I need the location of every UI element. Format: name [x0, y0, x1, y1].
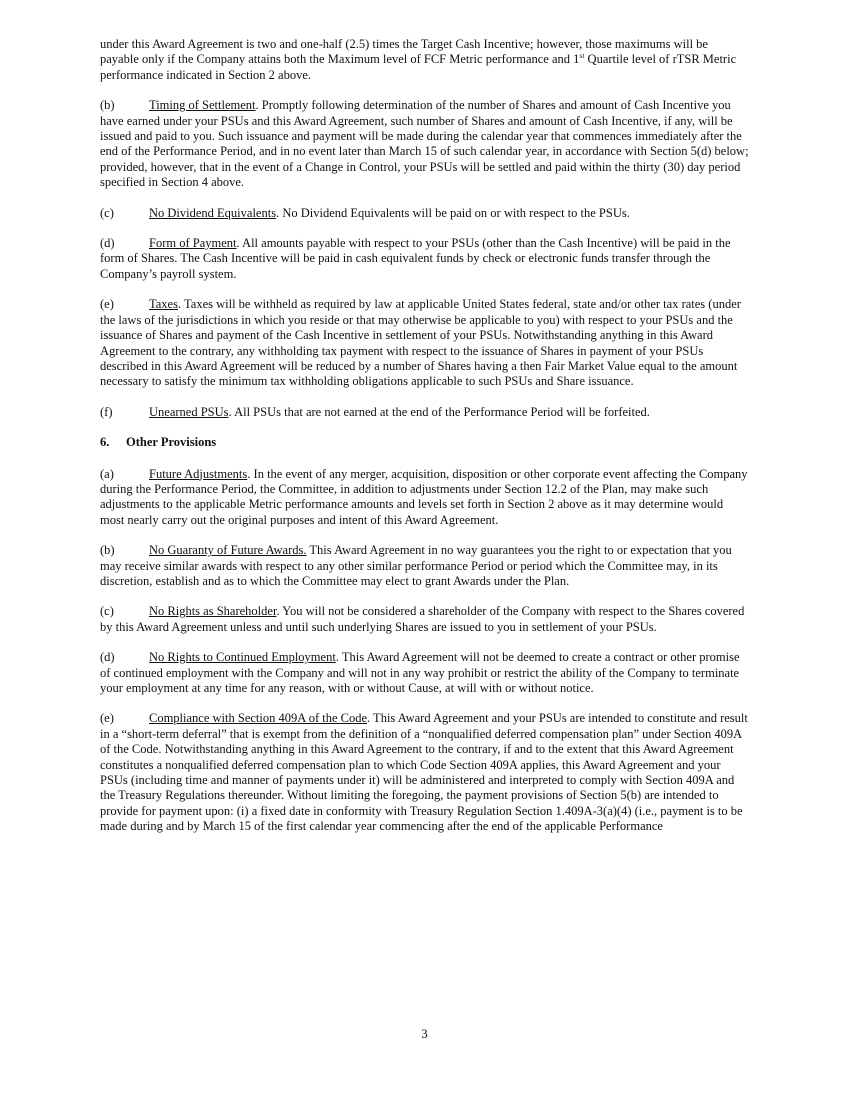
section-6a: [100, 467, 749, 529]
page-number: 3: [421, 1027, 428, 1041]
item-label: (e): [100, 297, 114, 312]
section-5b: [100, 98, 749, 190]
item-body: . In the event of any merger, acquisition, disposition or other corporate event affecting the Company during the Performance Period, the Committee, in addition to adjustments under Section 12.2 of the Plan, may make such adjustments to the applicable Metric performance amounts and levels set forth in Section 2 above as it may determine would most nearly carry out the original purposes and intent of this Award Agreement.: [100, 466, 748, 527]
item-title: Taxes: [149, 297, 178, 312]
item-body: . This Award Agreement and your PSUs are intended to constitute and result in a “short-term deferral” that is exempt from the definition of a “nonqualified deferred compensation plan” under Section 409A of the Code. Notwithstanding anything in this Award Agreement to the contrary, if and to the extent that this Award Agreement constitutes a nonqualified deferred compensation plan to which Code Section 409A applies, this Award Agreement and your PSUs (including time and manner of payments under it) will be administered and interpreted to comply with Section 409A and the Treasury Regulations thereunder. Without limiting the foregoing, the payment provisions of Section 5(b) are intended to provide for payment upon: (i) a fixed date in conformity with Treasury Regulation Section 1.409A-3(a)(4) (i.e., payment is to be made during and by March 15 of the first calendar year commencing after the end of the applicable Performance: [100, 711, 748, 834]
item-body: This Award Agreement in no way guarantees you the right to or expectation that you may receive similar awards with respect to any other similar performance Period or period which the Committee may, in its discretion, establish and as to which the Committee may elect to grant Awards under the Plan.: [100, 543, 732, 588]
section-number: 6.: [100, 435, 110, 450]
item-label: (e): [100, 711, 114, 726]
item-title: No Rights to Continued Employment: [149, 650, 336, 665]
intro-paragraph: [100, 37, 749, 83]
ordinal-superscript: st: [579, 51, 585, 61]
item-body: . You will not be considered a shareholder of the Company with respect to the Shares covered by this Award Agreement unless and until such underlying Shares are issued to you in settlement of your PSUs.: [100, 604, 745, 634]
section-6c: [100, 604, 749, 635]
item-label: (d): [100, 236, 115, 251]
item-title: Form of Payment: [149, 236, 237, 251]
item-body: . All amounts payable with respect to your PSUs (other than the Cash Incentive) will be paid in the form of Shares. The Cash Incentive will be paid in cash equivalent funds by check or electronic funds transfer through the Company’s payroll system.: [100, 236, 731, 281]
item-label: (b): [100, 543, 115, 558]
section-6d: [100, 650, 749, 696]
item-label: (c): [100, 604, 114, 619]
item-title: Unearned PSUs: [149, 404, 229, 419]
section-6e: [100, 711, 749, 834]
item-title: No Dividend Equivalents: [149, 205, 277, 220]
item-body: . No Dividend Equivalents will be paid on or with respect to the PSUs.: [276, 205, 630, 220]
item-title: Future Adjustments: [149, 466, 248, 481]
section-6b: [100, 543, 749, 589]
item-label: (d): [100, 650, 115, 665]
section-6-heading: [100, 435, 749, 450]
section-5e: [100, 297, 749, 389]
section-title: Other Provisions: [126, 435, 217, 450]
item-title: No Guaranty of Future Awards.: [149, 543, 307, 558]
item-title: Timing of Settlement: [149, 98, 256, 113]
item-body: . All PSUs that are not earned at the end of the Performance Period will be forfeited.: [228, 404, 650, 419]
item-title: No Rights as Shareholder: [149, 604, 277, 619]
document-page: [100, 37, 749, 850]
item-label: (c): [100, 205, 114, 220]
item-label: (f): [100, 404, 113, 419]
intro-text-continued: Quartile level of rTSR Metric performance indicated in Section 2 above.: [100, 52, 737, 82]
item-body: . This Award Agreement will not be deemed to create a contract or other promise of continued employment with the Company and will not in any way prohibit or restrict the ability of the Company to terminate your employment at any time for any reason, with or without Cause, at will with or without notice.: [100, 650, 740, 695]
item-body: . Taxes will be withheld as required by law at applicable United States federal, state and/or other tax rates (under the laws of the jurisdictions in which you reside or that may otherwise be applicable to you) with respect to your PSUs and the issuance of Shares and payment of the Cash Incentive in settlement of your PSUs. Notwithstanding anything in this Award Agreement to the contrary, any withholding tax payment with respect to the issuance of Shares in payment of your PSUs described in this Award Agreement will be reduced by a number of Shares having a then Fair Market Value equal to the amount necessary to satisfy the minimum tax withholding obligations applicable to such PSUs and Share issuance.: [100, 297, 741, 389]
section-5d: [100, 236, 749, 282]
section-5c: [100, 206, 749, 221]
item-body: . Promptly following determination of the number of Shares and amount of Cash Incentive you have earned under your PSUs and this Award Agreement, such number of Shares and amount of Cash Incentive, if any, will be issued and paid to you. Such issuance and payment will be made during the calendar year that commences immediately after the end of the Performance Period, and in no event later than March 15 of such calendar year, in accordance with Section 5(d) below; provided, however, that in the event of a Change in Control, your PSUs will be settled and paid within the thirty (30) day period specified in Section 4 above.: [100, 98, 749, 190]
item-label: (b): [100, 98, 115, 113]
intro-text: under this Award Agreement is two and one-half (2.5) times the Target Cash Incentive; however, those maximums will be payable only if the Company attains both the Maximum level of FCF Metric performance and 1: [100, 37, 708, 67]
section-5f: [100, 405, 749, 420]
item-title: Compliance with Section 409A of the Code: [149, 711, 368, 726]
item-label: (a): [100, 466, 114, 481]
